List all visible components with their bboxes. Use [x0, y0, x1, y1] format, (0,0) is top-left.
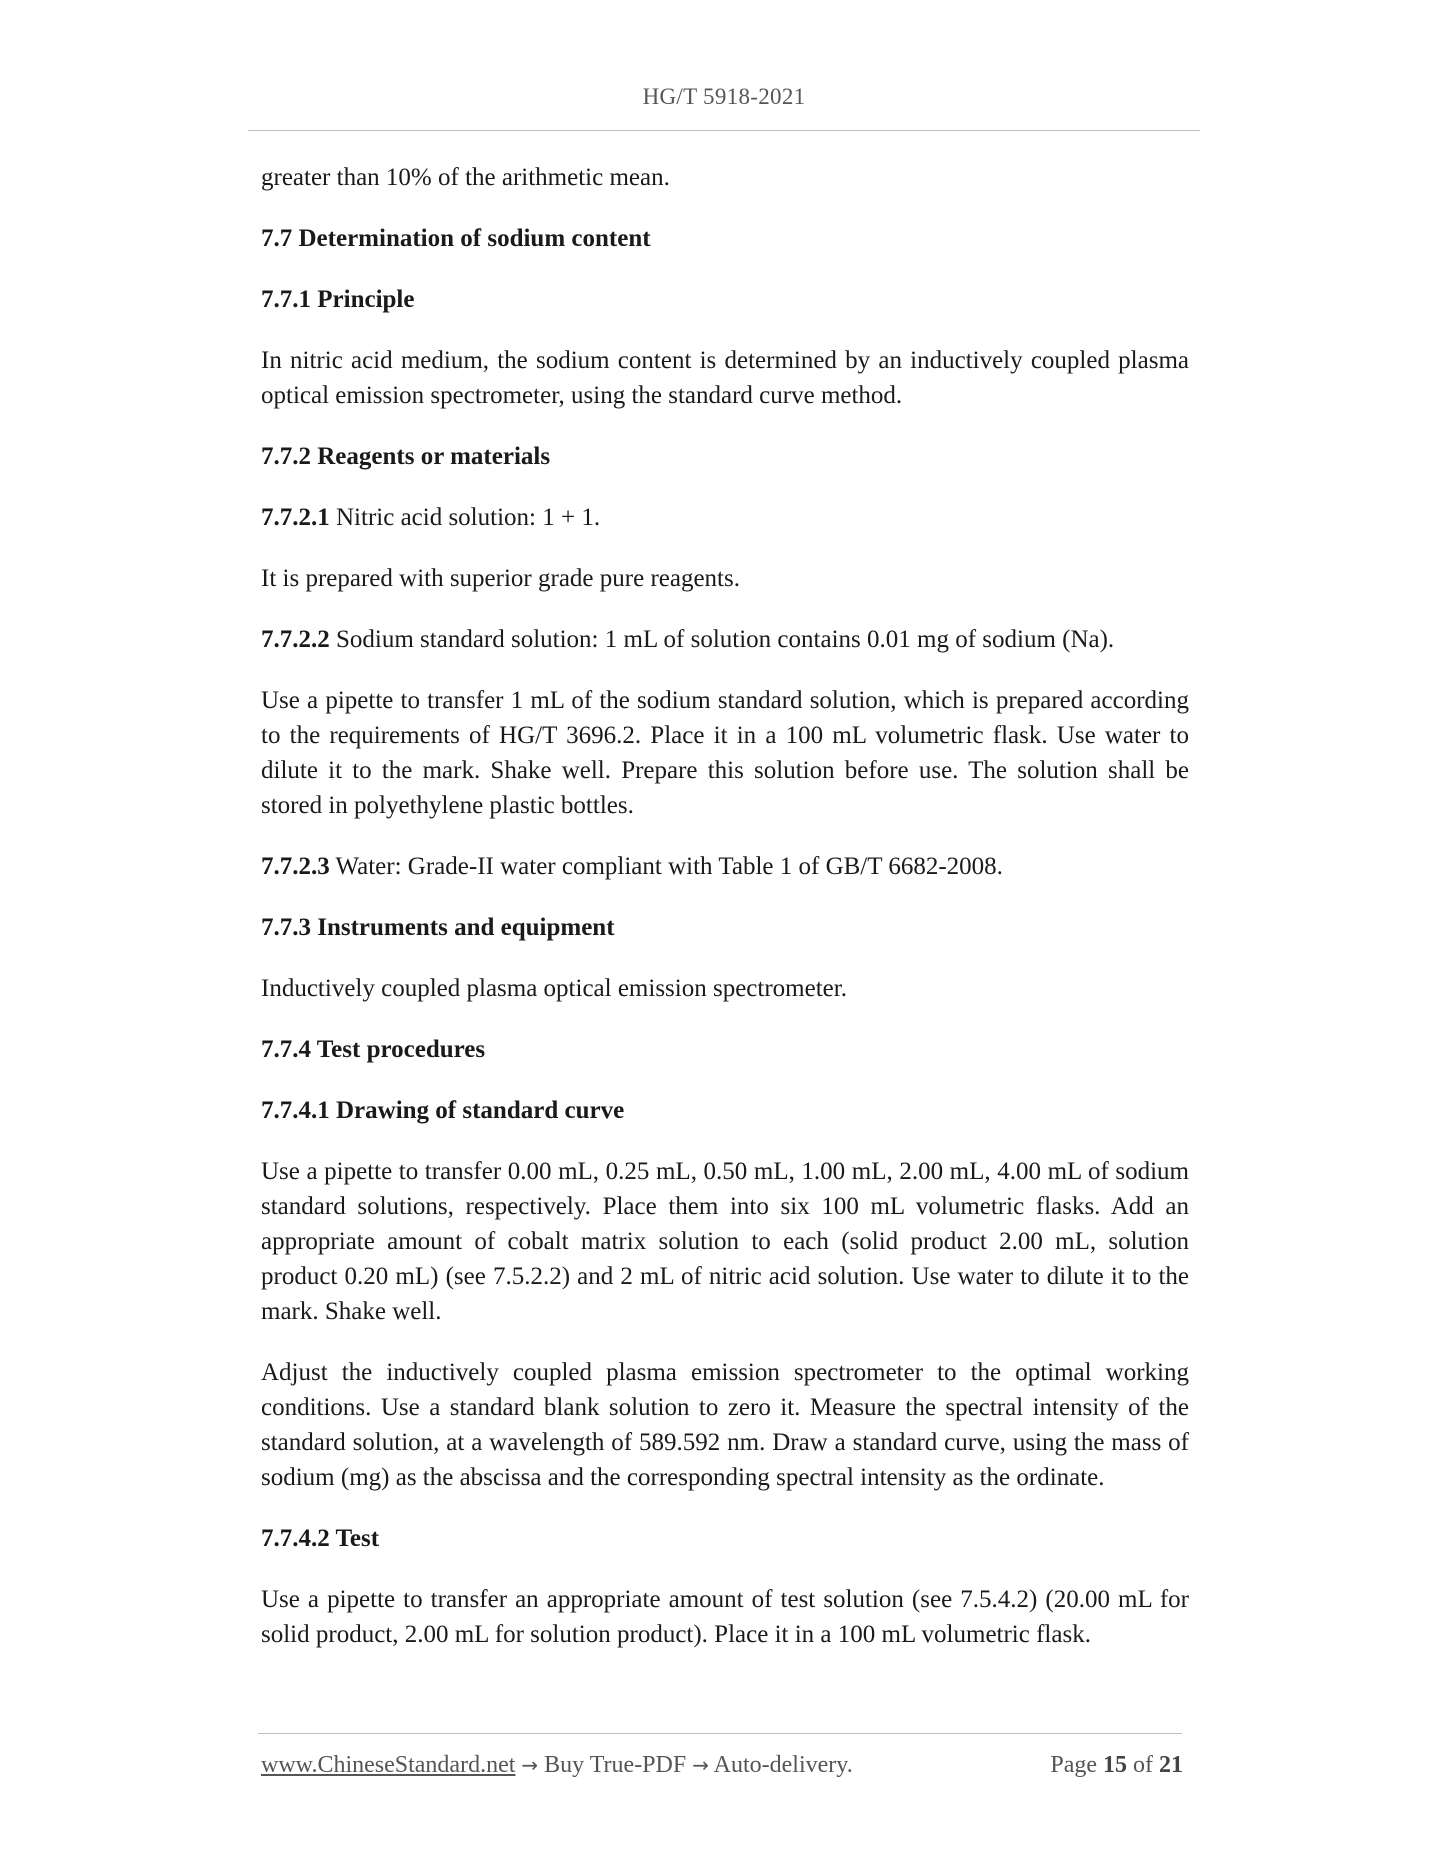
heading-7-7-2: 7.7.2 Reagents or materials [261, 443, 551, 470]
paragraph-reagent-grade: It is prepared with superior grade pure reagents. [261, 565, 740, 592]
page-number: 15 [1103, 1752, 1127, 1778]
paragraph-standard-preparation: Use a pipette to transfer 1 mL of the sodium standard solution, which is prepared according to the requirements of HG/T 3696.2. Place it in a 100 mL volumetric flask. Use water to dilute it to the mark. Shake well. Prepare this solution before use. The solution shall be stored in polyethylene plastic bottles. [261, 687, 1189, 819]
paragraph-test: Use a pipette to transfer an appropriate amount of test solution (see 7.5.4.2) (20.00 mL for solid product, 2.00 mL for solution product). Place it in a 100 mL volumetric flask. [261, 1586, 1189, 1648]
footer-divider [258, 1733, 1182, 1734]
clause-number: 7.7.2.2 [261, 626, 330, 653]
page-counter [1050, 1752, 1183, 1779]
heading-7-7-4-2: 7.7.4.2 Test [261, 1525, 380, 1552]
total-pages: 21 [1159, 1752, 1183, 1778]
heading-7-7: 7.7 Determination of sodium content [261, 225, 651, 252]
arrow-right-icon: → [521, 1753, 539, 1777]
paragraph-curve-measurement: Adjust the inductively coupled plasma emission spectrometer to the optimal working conditions. Use a standard blank solution to zero it. Measure the spectral intensity of the standard solution, at a wavelength of 589.592 nm. Draw a standard curve, using the mass of sodium (mg) as the abscissa and the corresponding spectral intensity as the ordinate. [261, 1359, 1189, 1491]
clause-number: 7.7.2.3 [261, 853, 330, 880]
footer-delivery-text: Auto-delivery. [708, 1752, 853, 1778]
paragraph-continuation: greater than 10% of the arithmetic mean. [261, 164, 670, 191]
paragraph-curve-solutions: Use a pipette to transfer 0.00 mL, 0.25 mL, 0.50 mL, 1.00 mL, 2.00 mL, 4.00 mL of sodium standard solutions, respectively. Place them into six 100 mL volumetric flasks. Add an appropriate amount of cobalt matrix solution to each (solid product 2.00 mL, solution product 0.20 mL) (see 7.5.2.2) and 2 mL of nitric acid solution. Use water to dilute it to the mark. Shake well. [261, 1158, 1189, 1325]
clause-7-7-2-3 [261, 849, 1189, 884]
heading-7-7-1: 7.7.1 Principle [261, 286, 415, 313]
header-divider [248, 130, 1200, 131]
clause-text: Nitric acid solution: 1 + 1. [329, 504, 601, 531]
clause-text: Sodium standard solution: 1 mL of solution contains 0.01 mg of sodium (Na). [329, 626, 1115, 653]
clause-text: Water: Grade-II water compliant with Table 1 of GB/T 6682-2008. [329, 853, 1003, 880]
site-link[interactable]: www.ChineseStandard.net [261, 1752, 516, 1778]
footer-buy-text: Buy True-PDF [538, 1752, 693, 1778]
paragraph-principle: In nitric acid medium, the sodium content is determined by an inductively coupled plasma optical emission spectrometer, using the standard curve method. [261, 347, 1189, 409]
footer-promo [261, 1752, 853, 1779]
heading-7-7-4: 7.7.4 Test procedures [261, 1036, 486, 1063]
heading-7-7-3: 7.7.3 Instruments and equipment [261, 914, 615, 941]
paragraph-instruments: Inductively coupled plasma optical emission spectrometer. [261, 975, 847, 1002]
heading-7-7-4-1: 7.7.4.1 Drawing of standard curve [261, 1097, 625, 1124]
arrow-right-icon: → [692, 1753, 709, 1777]
page-label: Page [1050, 1752, 1103, 1778]
of-label: of [1127, 1752, 1159, 1778]
clause-7-7-2-1 [261, 500, 1189, 535]
running-header: HG/T 5918-2021 [642, 84, 806, 109]
page-body [261, 160, 1189, 1678]
clause-7-7-2-2 [261, 622, 1189, 657]
clause-number: 7.7.2.1 [261, 504, 330, 531]
